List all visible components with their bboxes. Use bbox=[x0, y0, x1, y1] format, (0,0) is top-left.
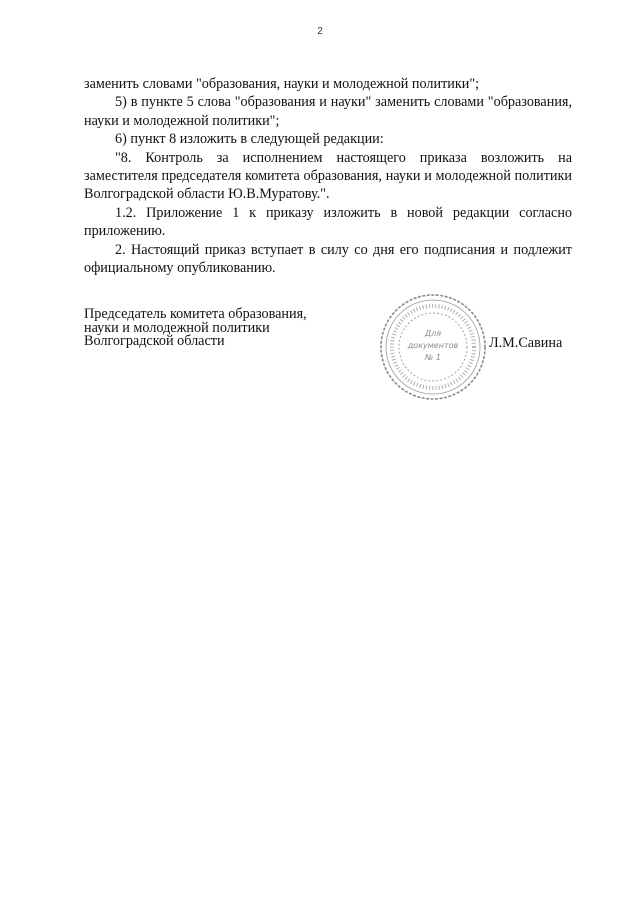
signatory-title-line: Председатель комитета образования, bbox=[84, 306, 307, 322]
stamp-center-line: № 1 bbox=[425, 353, 441, 362]
page-number: 2 bbox=[317, 26, 323, 37]
signer-name: Л.М.Савина bbox=[489, 335, 563, 351]
paragraph-2: 2. Настоящий приказ вступает в силу со дня его подписания и подлежит официальному опубликованию. bbox=[84, 241, 572, 277]
official-stamp-seal bbox=[378, 292, 488, 402]
stamp-center-line: документов bbox=[407, 341, 459, 350]
paragraph-item-5: 5) в пункте 5 слова "образования и науки" заменить словами "образования, науки и молодежной политики"; bbox=[84, 94, 572, 129]
paragraph-1-2: 1.2. Приложение 1 к приказу изложить в новой редакции согласно приложению. bbox=[84, 204, 572, 240]
document-body bbox=[84, 75, 572, 277]
signatory-title-line: Волгоградской области bbox=[84, 333, 225, 349]
stamp-center-line: Для bbox=[424, 329, 442, 338]
paragraph-item-8-quote: "8. Контроль за исполнением настоящего приказа возложить на заместителя председателя комитета образования, науки и молодежной политики Волгоградской области Ю.В.Муратову.". bbox=[84, 149, 572, 203]
signatory-position bbox=[84, 308, 344, 349]
signatory-title-line: науки и молодежной политики bbox=[84, 319, 270, 336]
paragraph-item-6: 6) пункт 8 изложить в следующей редакции: bbox=[115, 131, 384, 148]
paragraph-continuation: заменить словами "образования, науки и молодежной политики"; bbox=[84, 76, 480, 92]
